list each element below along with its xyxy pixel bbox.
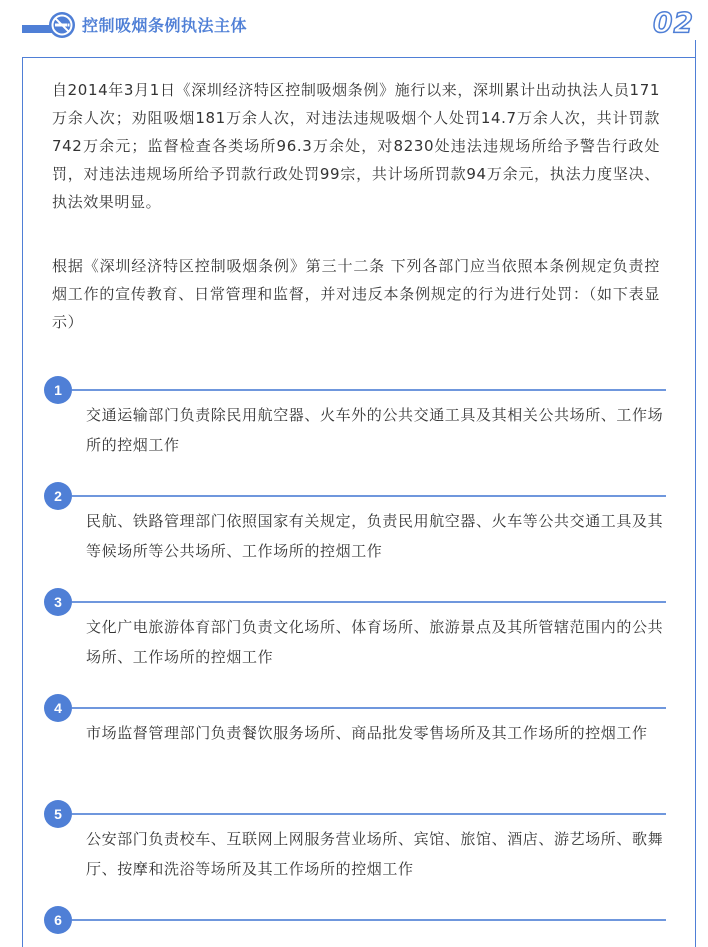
section-header: [0, 0, 708, 56]
item-number-badge: 3: [44, 588, 72, 616]
section-title: 控制吸烟条例执法主体: [82, 16, 248, 35]
item-number-badge: 5: [44, 800, 72, 828]
intro-paragraph-statistics: 自2014年3月1日《深圳经济特区控制吸烟条例》施行以来，深圳累计出动执法人员171万余人次；劝阻吸烟181万余人次，对违法违规吸烟个人处罚14.7万余人次，共计罚款742万余元；监督检查各类场所96.3万余处，对8230处违法违规场所给予警告行政处罚，对违法违规场所给予罚款行政处罚99宗，共计场所罚款94万余元，执法力度坚决、执法效果明显。: [52, 81, 660, 211]
item-number-badge: 4: [44, 694, 72, 722]
item-number-badge: 2: [44, 482, 72, 510]
item-divider-line: [72, 389, 666, 391]
item-text: 公安部门负责校车、互联网上网服务营业场所、宾馆、旅馆、酒店、游艺场所、歌舞厅、按摩和洗浴等场所及其工作场所的控烟工作: [86, 830, 664, 878]
item-text: 市场监督管理部门负责餐饮服务场所、商品批发零售场所及其工作场所的控烟工作: [86, 724, 648, 742]
no-smoking-icon: [47, 10, 77, 40]
item-divider-line: [72, 495, 666, 497]
intro-paragraph-regulation: 根据《深圳经济特区控制吸烟条例》第三十二条 下列各部门应当依照本条例规定负责控烟工作的宣传教育、日常管理和监督，并对违反本条例规定的行为进行处罚：（如下表显示）: [52, 257, 660, 331]
section-number: 02: [653, 6, 694, 39]
item-text: 民航、铁路管理部门依照国家有关规定，负责民用航空器、火车等公共交通工具及其等候场所等公共场所、工作场所的控烟工作: [86, 512, 664, 560]
item-number-badge: 6: [44, 906, 72, 934]
item-text: 交通运输部门负责除民用航空器、火车外的公共交通工具及其相关公共场所、工作场所的控烟工作: [86, 406, 664, 454]
item-divider-line: [72, 813, 666, 815]
item-divider-line: [72, 707, 666, 709]
item-divider-line: [72, 919, 666, 921]
item-divider-line: [72, 601, 666, 603]
frame-corner-line: [695, 40, 696, 57]
item-text: 文化广电旅游体育部门负责文化场所、体育场所、旅游景点及其所管辖范围内的公共场所、工作场所的控烟工作: [86, 618, 664, 666]
item-number-badge: 1: [44, 376, 72, 404]
